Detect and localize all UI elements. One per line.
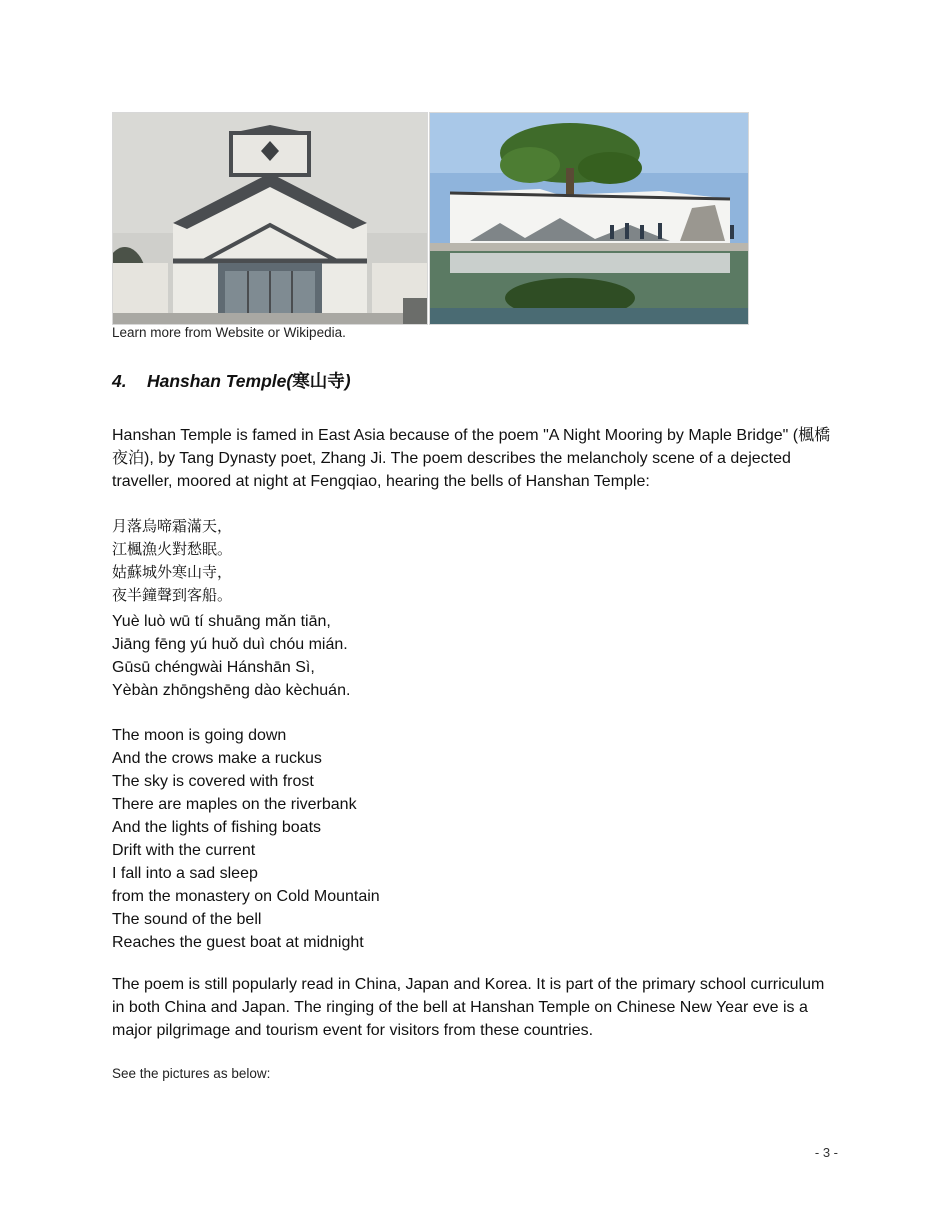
museum-photo xyxy=(112,112,428,325)
poem-english-line: The moon is going down xyxy=(112,727,287,744)
section-title: Hanshan Temple( xyxy=(147,371,293,391)
poem-english-line: I fall into a sad sleep xyxy=(112,865,258,882)
poem-english xyxy=(112,724,380,954)
poem-english-line: The sound of the bell xyxy=(112,911,262,928)
poem-pinyin xyxy=(112,610,350,702)
intro-paragraph: Hanshan Temple is famed in East Asia because of the poem "A Night Mooring by Maple Bridge" (楓橋夜泊), by Tang Dynasty poet, Zhang Ji. The poem describes the melancholy scene of a dejected traveller, moored at night at Fengqiao, hearing the bells of Hanshan Temple: xyxy=(112,427,831,490)
section-title-chinese: 寒山寺 xyxy=(292,372,345,392)
closing-paragraph: The poem is still popularly read in China, Japan and Korea. It is part of the primary school curriculum in both China and Japan. The ringing of the bell at Hanshan Temple on Chinese New Year eve is a major pilgrimage and tourism event for visitors from these countries. xyxy=(112,976,825,1039)
poem-english-line: And the crows make a ruckus xyxy=(112,750,322,767)
garden-pool-photo xyxy=(429,112,749,325)
section-number: 4. xyxy=(112,371,127,391)
poem-chinese-line: 江楓漁火對愁眠。 xyxy=(112,540,233,558)
poem-english-line: And the lights of fishing boats xyxy=(112,819,322,836)
poem-chinese-line: 夜半鐘聲到客船。 xyxy=(112,586,233,604)
section-title-close: ) xyxy=(344,371,351,391)
page-number: - 3 - xyxy=(814,1145,838,1160)
poem-english-line: The sky is covered with frost xyxy=(112,773,314,790)
poem-chinese xyxy=(112,515,232,607)
poem-english-line: from the monastery on Cold Mountain xyxy=(112,888,380,905)
poem-pinyin-line: Yèbàn zhōngshēng dào kèchuán. xyxy=(112,682,351,699)
poem-chinese-line: 月落烏啼霜滿天， xyxy=(112,517,233,535)
photo-row xyxy=(112,112,752,324)
poem-english-line: There are maples on the riverbank xyxy=(112,796,357,813)
poem-pinyin-line: Jiāng fēng yú huǒ duì chóu mián. xyxy=(112,636,348,653)
section-heading xyxy=(112,368,351,393)
poem-english-line: Reaches the guest boat at midnight xyxy=(112,934,364,951)
poem-chinese-line: 姑蘇城外寒山寺， xyxy=(112,563,233,581)
poem-pinyin-line: Yuè luò wū tí shuāng mǎn tiān, xyxy=(112,613,331,630)
see-pictures-note: See the pictures as below: xyxy=(112,1066,271,1081)
poem-english-line: Drift with the current xyxy=(112,842,256,859)
photo-caption: Learn more from Website or Wikipedia. xyxy=(112,325,346,340)
poem-pinyin-line: Gūsū chéngwài Hánshān Sì, xyxy=(112,659,315,676)
